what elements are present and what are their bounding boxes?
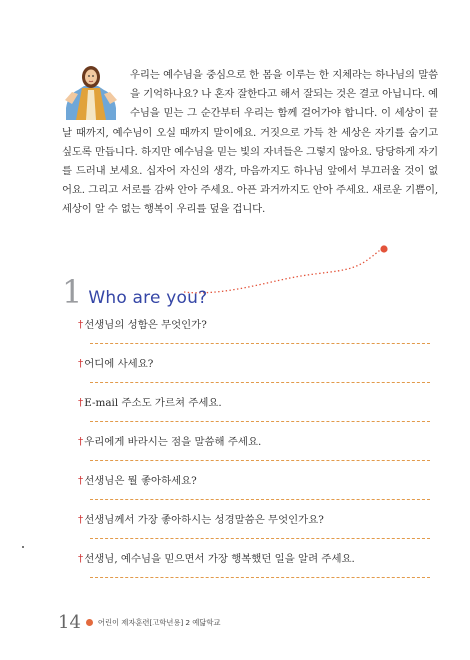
- question-item: [78, 318, 430, 344]
- section-title: Who are you?: [88, 288, 208, 308]
- question-text-row: [78, 474, 430, 488]
- swirl-end-dot: [380, 245, 387, 252]
- cross-bullet-icon: †: [78, 514, 84, 526]
- question-text: 선생님의 성함은 무엇인가?: [84, 319, 207, 331]
- footer-bullet-icon: [86, 619, 93, 626]
- cross-bullet-icon: †: [78, 553, 84, 565]
- answer-line[interactable]: [90, 577, 430, 578]
- section-header: [62, 273, 208, 311]
- margin-mark: [22, 546, 24, 548]
- intro-paragraph-block: [62, 66, 438, 220]
- answer-line[interactable]: [90, 343, 430, 344]
- page-footer: [58, 612, 220, 633]
- answer-line[interactable]: [90, 460, 430, 461]
- question-text-row: [78, 435, 430, 449]
- answer-line[interactable]: [90, 499, 430, 500]
- question-text-row: [78, 396, 430, 410]
- question-text: 선생님, 예수님을 믿으면서 가장 행복했던 일을 알려 주세요.: [84, 553, 355, 565]
- cross-bullet-icon: †: [78, 319, 84, 331]
- question-text: 선생님께서 가장 좋아하시는 성경말씀은 무엇인가요?: [84, 514, 324, 526]
- section-number: 1: [62, 273, 83, 311]
- book-title: 어린이 제자훈련[고학년용] 2 예닮학교: [97, 618, 221, 627]
- question-item: [78, 357, 430, 383]
- question-text-row: [78, 357, 430, 371]
- cross-bullet-icon: †: [78, 436, 84, 448]
- answer-line[interactable]: [90, 382, 430, 383]
- question-item: [78, 474, 430, 500]
- question-text: 우리에게 바라시는 점을 말씀해 주세요.: [84, 436, 262, 448]
- question-text-row: [78, 513, 430, 527]
- question-item: [78, 435, 430, 461]
- jesus-illustration: [62, 64, 120, 120]
- cross-bullet-icon: †: [78, 397, 84, 409]
- intro-text: 우리는 예수님을 중심으로 한 몸을 이루는 한 지체라는 하나님의 말씀을 기억하나요? 나 혼자 잘한다고 해서 잘되는 것은 결코 아닙니다. 예수님을 믿는 그 순간부터 우리는 함께 걸어가야 합니다. 이 세상이 끝날 때까지, 예수님이 오실 때까지 말이에요. 거짓으로 가득 찬 세상은 자기를 숨기고 싶도록 만듭니다. 하지만 예수님을 믿는 빛의 자녀들은 그렇지 않아요. 당당하게 자기를 드러내 보세요. 십자어 자신의 생각, 마음까지도 하나님 앞에서 부끄러울 것이 없어요. 그리고 서로를 감싸 안아 주세요. 아픈 과거까지도 안아 주세요. 새로운 기쁨이, 세상이 알 수 없는 행복이 우리를 덮을 겁니다.: [62, 69, 438, 216]
- page-number: 14: [58, 612, 81, 633]
- question-item: [78, 513, 430, 539]
- question-text: 어디에 사세요?: [84, 358, 154, 370]
- decorative-dotted-swirl: [180, 244, 400, 300]
- question-text: E-mail 주소도 가르쳐 주세요.: [84, 397, 222, 409]
- question-text-row: [78, 318, 430, 332]
- question-text-row: [78, 552, 430, 566]
- cross-bullet-icon: †: [78, 475, 84, 487]
- question-text: 선생님은 뭘 좋아하세요?: [84, 475, 197, 487]
- question-item: [78, 396, 430, 422]
- answer-line[interactable]: [90, 538, 430, 539]
- answer-line[interactable]: [90, 421, 430, 422]
- cross-bullet-icon: †: [78, 358, 84, 370]
- question-item: [78, 552, 430, 578]
